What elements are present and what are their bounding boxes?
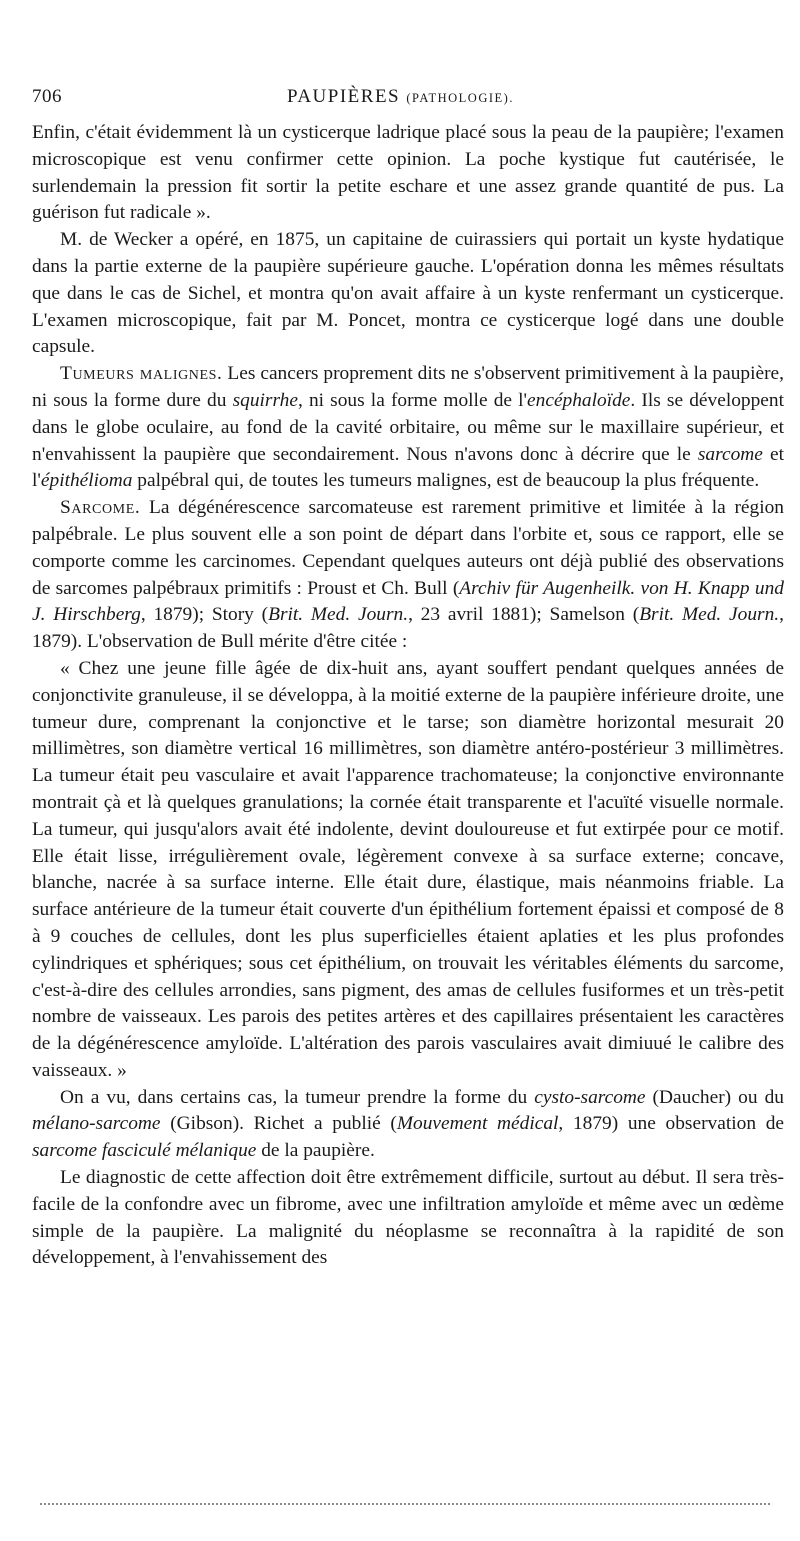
text-run: La dégénérescence sarcomateuse est rarement primitive et limitée à la région palpébrale. Le plus souvent elle a son point de départ dans l'orbite et, sous ce rapport, elle se comporte comme les carcinomes. Cependant quelques auteurs ont déjà publié des observations de sarcomes palpébraux primitifs : Proust et Ch. Bull ( [32, 497, 784, 599]
italic-term: cysto-sarcome [534, 1086, 646, 1108]
paragraph-diagnostic: Le diagnostic de cette affection doit être extrêmement difficile, surtout au début. Il sera très-facile de la confondre avec un fibrome, avec une infiltration amyloïde et même avec un œdème simple de la paupière. La malignité du néoplasme se reconnaîtra à la rapidité de son développement, à l'envahissement des [32, 1167, 784, 1269]
text-run: et l' [32, 443, 784, 492]
page-number: 706 [32, 86, 62, 107]
body-text [32, 120, 784, 1272]
running-header [32, 86, 784, 116]
section-heading-tumeurs-malignes: Tumeurs malignes. [60, 363, 223, 385]
paragraph-sarcome-forms [32, 1085, 784, 1165]
footer-dotted-rule [40, 1503, 770, 1505]
section-heading-sarcome: Sarcome. [60, 497, 141, 519]
text-run: , 1879). L'observation de Bull mérite d'être citée : [32, 604, 784, 653]
text-run: , 23 avril 1881); Samelson ( [408, 604, 640, 626]
italic-term: encéphaloïde [527, 389, 631, 411]
paragraph-bull-quotation: « Chez une jeune fille âgée de dix-huit ans, ayant souffert pendant quelques années de conjonctivite granuleuse, il se développa, à la moitié externe de la paupière inférieure droite, une tumeur dure, comprenant la conjonctive et le tarse; son diamètre horizontal mesurait 20 millimètres, son diamètre vertical 16 millimètres, son diamètre antéro-postérieur 3 millimètres. La tumeur était peu vasculaire et avait l'apparence trachomateuse; la conjonctive environnante montrait çà et là quelques granulations; la cornée était transparente et l'acuïté visuelle normale. La tumeur, qui jusqu'alors avait été indolente, devint douloureuse et fut extirpée pour ce motif. Elle était lisse, irrégulièrement ovale, légèrement convexe à sa surface externe; concave, blanche, nacrée à sa surface interne. Elle était dure, élastique, mais néanmoins friable. La surface antérieure de la tumeur était couverte d'un épithélium fortement épaissi et composé de 8 à 9 couches de cellules, dont les plus superficielles étaient aplaties et les plus profondes cylindriques et sphériques; sous cet épithélium, on trouvait les véritables éléments du sarcome, c'est-à-dire des cellules arrondies, sans pigment, des amas de cellules fusiformes et un très-petit nombre de vaisseaux. Les parois des petites artères et des capillaires présentaient les caractères de la dégénérescence amyloïde. L'altération des parois vasculaires avait dimiuué le calibre des vaisseaux. » [32, 657, 784, 1081]
text-run: palpébral qui, de toutes les tumeurs malignes, est de beaucoup la plus fréquente. [132, 470, 760, 492]
text-run: Les cancers proprement dits ne s'observent primitivement à la paupière, ni sous la forme dure du [32, 363, 785, 411]
text-run: , 1879) une observation de [558, 1113, 784, 1135]
italic-term: sarcome fasciculé mélanique [32, 1140, 257, 1162]
text-run: , 1879); Story ( [140, 604, 269, 626]
paragraph-cysticerque-conclusion: Enfin, c'était évidemment là un cysticerque ladrique placé sous la peau de la paupière; l'examen microscopique est venu confirmer cette opinion. La poche kystique fut cautérisée, le surlendemain la pression fit sortir la petite eschare et une assez grande quantité de pus. La guérison fut radicale ». [32, 122, 784, 224]
italic-citation: Brit. Med. Journ. [268, 604, 409, 626]
text-run: de la paupière. [256, 1140, 375, 1162]
italic-citation: Archiv für Augenheilk. von H. Knapp und J. Hirschberg [32, 577, 785, 626]
italic-citation: Brit. Med. Journ. [639, 604, 780, 626]
text-run: , ni sous la forme molle de l' [297, 389, 528, 411]
text-run: (Gibson). Richet a publié ( [160, 1113, 397, 1135]
text-run: (Daucher) ou du [645, 1086, 784, 1108]
running-title-subtitle: (PATHOLOGIE). [406, 91, 514, 105]
text-run: . Ils se développent dans le globe oculaire, au fond de la cavité orbitaire, ou même sur le maxillaire supérieur, et n'envahissent la paupière que secondairement. Nous n'avons donc à décrire que le [32, 389, 784, 465]
paragraph-tumeurs-malignes [32, 361, 784, 495]
italic-term: mélano-sarcome [32, 1113, 161, 1135]
text-run: On a vu, dans certains cas, la tumeur prendre la forme du [60, 1086, 535, 1108]
italic-term: squirrhe [232, 389, 298, 411]
italic-term: sarcome [697, 443, 763, 465]
paragraph-sarcome [32, 495, 784, 656]
paragraph-wecker-case: M. de Wecker a opéré, en 1875, un capitaine de cuirassiers qui portait un kyste hydatique dans la partie externe de la paupière supérieure gauche. L'opération donna les mêmes résultats que dans le cas de Sichel, et montra qu'on avait affaire à un kyste renfermant un cysticerque. L'examen microscopique, fait par M. Poncet, montra ce cysticerque logé dans une double capsule. [32, 229, 784, 358]
italic-citation: Mouvement médical [396, 1113, 559, 1135]
running-title [287, 86, 514, 108]
running-title-main: PAUPIÈRES [287, 86, 401, 107]
italic-term: épithélioma [40, 470, 133, 492]
